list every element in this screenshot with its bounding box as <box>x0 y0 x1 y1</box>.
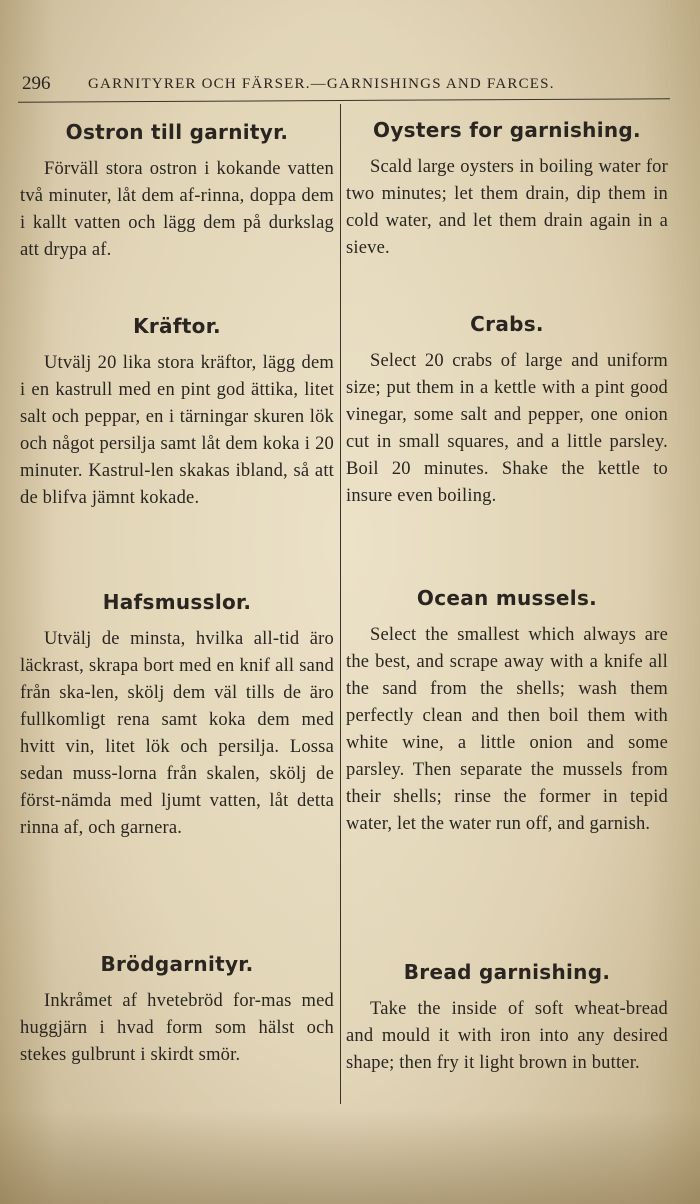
recipe-section <box>346 586 668 838</box>
recipe-section <box>20 952 334 1069</box>
recipe-heading: Hafsmusslor. <box>102 590 252 614</box>
recipe-section <box>346 960 668 1077</box>
recipe-heading: Kräftor. <box>133 314 221 338</box>
page-shadow <box>0 1110 700 1204</box>
running-head <box>22 73 672 97</box>
recipe-text: Scald large oysters in boiling water for two minutes; let them drain, dip them in cold water, and let them drain again in a sieve. <box>346 157 668 258</box>
running-head-title: GARNITYRER OCH FÄRSER.—GARNISHINGS AND FARCES. <box>88 76 555 92</box>
recipe-heading: Brödgarnityr. <box>100 952 254 976</box>
recipe-section <box>346 118 668 262</box>
recipe-heading: Ostron till garnityr. <box>65 120 289 144</box>
header-rule <box>18 98 670 102</box>
recipe-text: Inkråmet af hvetebröd for-mas med huggjärn i hvad form som hälst och stekes gulbrunt i skirdt smör. <box>20 991 334 1065</box>
recipe-section <box>20 590 334 842</box>
recipe-heading: Oysters for garnishing. <box>373 118 641 142</box>
page-number: 296 <box>22 73 51 94</box>
recipe-text: Utvälj de minsta, hvilka all-tid äro läckrast, skrapa bort med en knif all sand från ska-len, skölj dem väl tills de äro fullkomligt rena samt koka dem med hvitt vin, litet lök och persilja. Lossa sedan muss-lorna från skalen, skölj de först-nämda med ljumt vatten, låt detta rinna af, och garnera. <box>20 629 334 838</box>
recipe-text: Förväll stora ostron i kokande vatten två minuter, låt dem af-rinna, doppa dem i kallt vatten och lägg dem på durkslag att drypa af. <box>20 159 334 260</box>
recipe-heading: Bread garnishing. <box>403 960 611 984</box>
recipe-text: Select the smallest which always are the best, and scrape away with a knife all the sand from the shells; wash them perfectly clean and then boil them with white wine, a little onion and some parsley. Then separate the mussels from their shells; rinse the former in tepid water, let the water run off, and garnish. <box>346 625 668 834</box>
recipe-heading: Ocean mussels. <box>416 586 598 610</box>
recipe-text: Select 20 crabs of large and uniform size; put them in a kettle with a pint good vinegar, some salt and pepper, one onion cut in small squares, and a little parsley. Boil 20 minutes. Shake the kettle to insure even boiling. <box>346 351 668 506</box>
recipe-heading: Crabs. <box>470 312 544 336</box>
recipe-text: Take the inside of soft wheat-bread and mould it with iron into any desired shape; then fry it light brown in butter. <box>346 999 668 1073</box>
recipe-section <box>20 120 334 264</box>
recipe-text: Utvälj 20 lika stora kräftor, lägg dem i en kastrull med en pint god ättika, litet salt och peppar, en i tärningar skuren lök och något persilja samt låt dem koka i 20 minuter. Kastrul-len skakas ibland, så att de blifva jämnt kokade. <box>20 353 334 508</box>
recipe-section <box>20 314 334 512</box>
column-divider <box>340 104 341 1104</box>
recipe-section <box>346 312 668 510</box>
